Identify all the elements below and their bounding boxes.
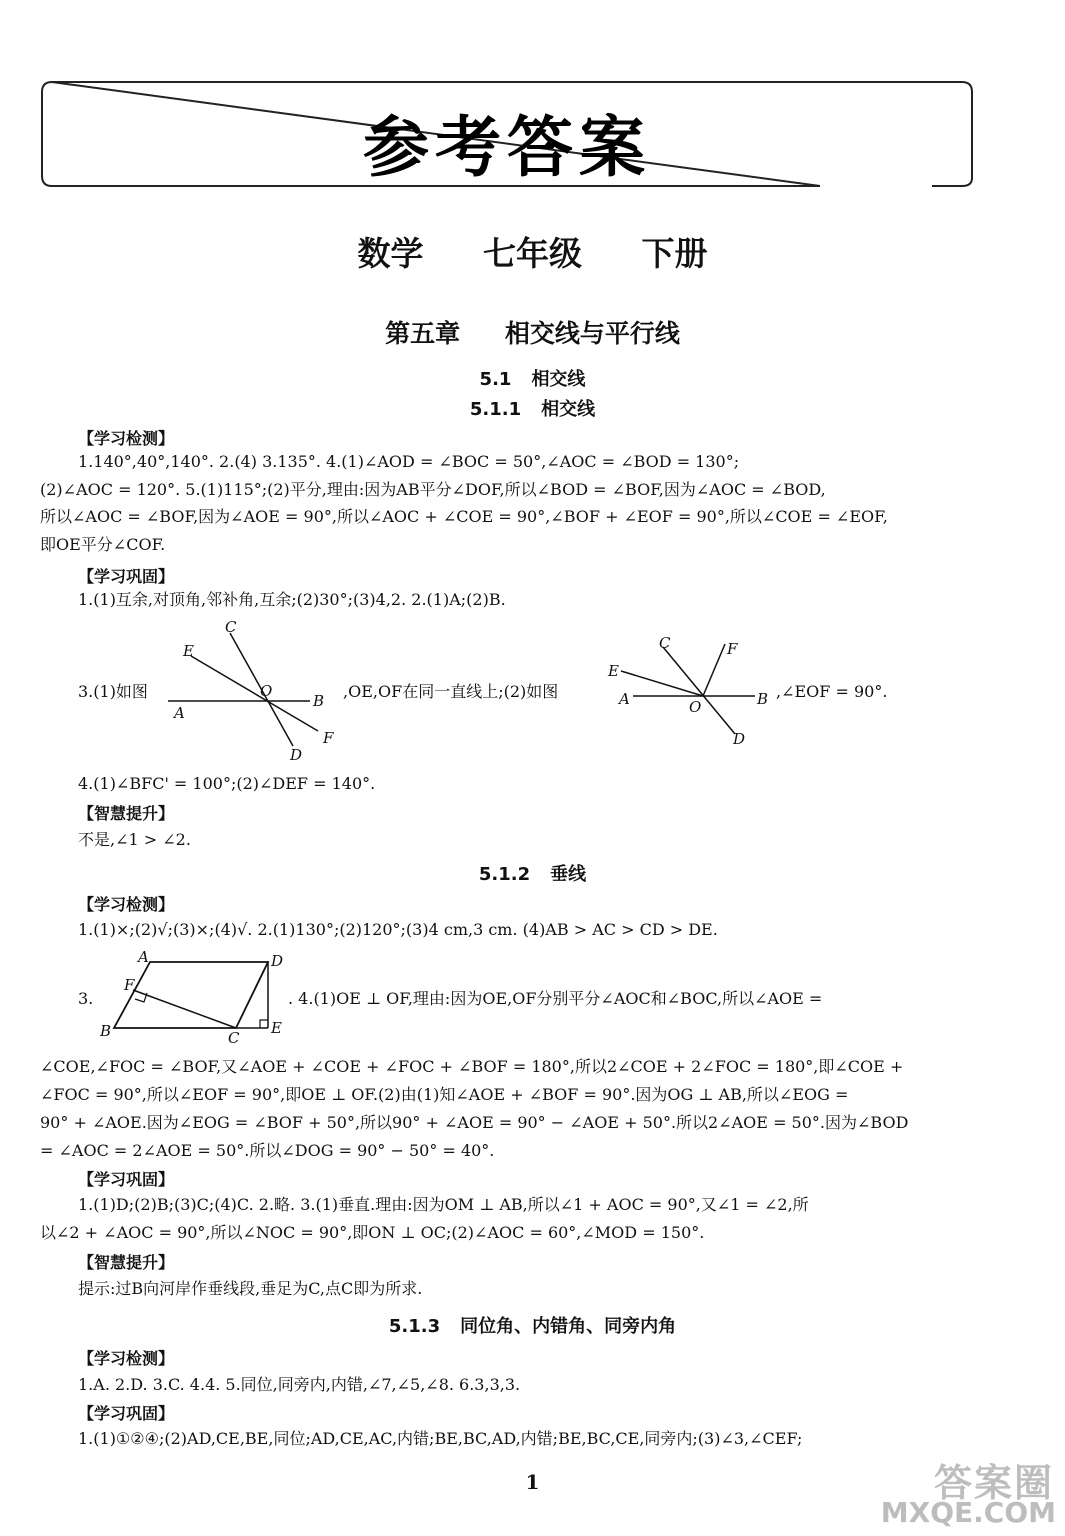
watermark-logo bbox=[880, 1452, 1062, 1532]
header-xuexi-jiance: 【学习检测】 bbox=[78, 1349, 175, 1368]
answer-line: 不是,∠1 > ∠2. bbox=[78, 830, 191, 849]
answer-line: 1.(1)①②④;(2)AD,CE,BE,同位;AD,CE,AC,内错;BE,BC,AD,内错;BE,BC,CE,同旁内;(3)∠3,∠CEF; bbox=[78, 1429, 803, 1448]
point-label-b: B bbox=[313, 692, 325, 710]
answer-line: ,OE,OF在同一直线上;(2)如图 bbox=[343, 682, 559, 701]
answer-line: (2)∠AOC = 120°. 5.(1)115°;(2)平分,理由:因为AB平分∠DOF,所以∠BOD = ∠BOF,因为∠AOC = ∠BOD, bbox=[40, 480, 826, 499]
answer-line: . 4.(1)OE ⊥ OF,理由:因为OE,OF分别平分∠AOC和∠BOC,所以∠AOE = bbox=[288, 989, 823, 1008]
header-xuexi-jiance: 【学习检测】 bbox=[78, 895, 175, 914]
header-xuexi-gonggu: 【学习巩固】 bbox=[78, 567, 175, 586]
point-label-b: B bbox=[100, 1022, 112, 1040]
answer-line: ∠COE,∠FOC = ∠BOF,又∠AOE + ∠COE + ∠FOC + ∠BOF = 180°,所以2∠COE + 2∠FOC = 180°,即∠COE + bbox=[40, 1057, 904, 1076]
answer-line: 提示:过B向河岸作垂线段,垂足为C,点C即为所求. bbox=[78, 1279, 423, 1298]
section-name: 相交线 bbox=[541, 399, 596, 420]
point-label-d: D bbox=[733, 730, 746, 748]
answer-line: 1.(1)×;(2)√;(3)×;(4)√. 2.(1)130°;(2)120°;(3)4 cm,3 cm. (4)AB > AC > CD > DE. bbox=[78, 920, 718, 939]
chapter-heading bbox=[0, 314, 1065, 350]
point-label-a: A bbox=[174, 704, 185, 722]
page-number: 1 bbox=[525, 1470, 540, 1494]
point-label-a: A bbox=[619, 690, 630, 708]
point-label-f: F bbox=[124, 976, 135, 994]
answer-line: 3. bbox=[78, 989, 94, 1008]
answer-line: 1.(1)互余,对顶角,邻补角,互余;(2)30°;(3)4,2. 2.(1)A;(2)B. bbox=[78, 590, 506, 609]
title-banner bbox=[40, 80, 974, 188]
point-label-c: C bbox=[225, 618, 237, 636]
answer-line: 90° + ∠AOE.因为∠EOG = ∠BOF + 50°,所以90° + ∠AOE = 90° − ∠AOE + 50°.所以2∠AOE = 50°.因为∠BOD bbox=[40, 1113, 909, 1132]
point-label-e: E bbox=[183, 642, 194, 660]
answer-line: ,∠EOF = 90°. bbox=[776, 682, 888, 701]
answer-line: 4.(1)∠BFC' = 100°;(2)∠DEF = 140°. bbox=[78, 774, 376, 793]
watermark-cn: 答案圈 bbox=[933, 1461, 1054, 1505]
section-name: 同位角、内错角、同旁内角 bbox=[460, 1316, 677, 1337]
point-label-o: O bbox=[689, 698, 702, 716]
header-xuexi-jiance: 【学习检测】 bbox=[78, 429, 175, 448]
section-name: 垂线 bbox=[550, 864, 587, 885]
answer-line: 1.A. 2.D. 3.C. 4.4. 5.同位,同旁内,内错,∠7,∠5,∠8. 6.3,3,3. bbox=[78, 1375, 521, 1394]
answer-line: = ∠AOC = 2∠AOE = 50°.所以∠DOG = 90° − 50° = 40°. bbox=[40, 1141, 495, 1160]
answer-line: 即OE平分∠COF. bbox=[40, 535, 166, 554]
section-5-1-1 bbox=[0, 395, 1065, 421]
header-xuexi-gonggu: 【学习巩固】 bbox=[78, 1170, 175, 1189]
figure-intersecting-lines-2 bbox=[603, 630, 783, 748]
section-5-1-3 bbox=[0, 1312, 1065, 1338]
point-label-e: E bbox=[608, 662, 619, 680]
point-label-f: F bbox=[727, 640, 738, 658]
section-number: 5.1 bbox=[479, 369, 512, 390]
answer-line: 3.(1)如图 bbox=[78, 682, 148, 701]
figure-intersecting-lines-1 bbox=[168, 618, 343, 763]
point-label-c: C bbox=[228, 1029, 240, 1044]
answer-line: ∠FOC = 90°,所以∠EOF = 90°,即OE ⊥ OF.(2)由(1)知∠AOE + ∠BOF = 90°.因为OG ⊥ AB,所以∠EOG = bbox=[40, 1085, 849, 1104]
point-label-f: F bbox=[323, 729, 334, 747]
section-name: 相交线 bbox=[531, 369, 586, 390]
header-xuexi-gonggu: 【学习巩固】 bbox=[78, 1404, 175, 1423]
answer-line: 以∠2 + ∠AOC = 90°,所以∠NOC = 90°,即ON ⊥ OC;(2)∠AOC = 60°,∠MOD = 150°. bbox=[40, 1223, 705, 1242]
section-5-1-2 bbox=[0, 860, 1065, 886]
section-number: 5.1.1 bbox=[469, 399, 522, 420]
subject-grade: 七年级 bbox=[483, 234, 582, 273]
subject-heading bbox=[0, 228, 1065, 275]
answer-line: 1.140°,40°,140°. 2.(4) 3.135°. 4.(1)∠AOD = ∠BOC = 50°,∠AOC = ∠BOD = 130°; bbox=[78, 452, 740, 471]
banner-title: 参考答案 bbox=[363, 109, 651, 186]
figure-parallelogram bbox=[98, 948, 290, 1044]
point-label-o: O bbox=[260, 682, 273, 700]
subject-volume: 下册 bbox=[641, 234, 708, 273]
point-label-c: C bbox=[659, 634, 671, 652]
section-5-1 bbox=[0, 365, 1065, 391]
point-label-e: E bbox=[271, 1019, 282, 1037]
watermark-en: MXQE.COM bbox=[880, 1496, 1056, 1529]
chapter-number: 第五章 bbox=[385, 319, 461, 348]
answer-line: 所以∠AOC = ∠BOF,因为∠AOE = 90°,所以∠AOC + ∠COE = 90°,∠BOF + ∠EOF = 90°,所以∠COE = ∠EOF, bbox=[40, 507, 888, 526]
chapter-name: 相交线与平行线 bbox=[504, 319, 680, 348]
subject-name: 数学 bbox=[357, 234, 424, 273]
point-label-b: B bbox=[757, 690, 769, 708]
header-zhihui-tisheng: 【智慧提升】 bbox=[78, 1253, 175, 1272]
point-label-a: A bbox=[138, 948, 149, 966]
header-zhihui-tisheng: 【智慧提升】 bbox=[78, 804, 175, 823]
answer-line: 1.(1)D;(2)B;(3)C;(4)C. 2.略. 3.(1)垂直.理由:因为OM ⊥ AB,所以∠1 + AOC = 90°,又∠1 = ∠2,所 bbox=[78, 1195, 809, 1214]
section-number: 5.1.2 bbox=[478, 864, 531, 885]
point-label-d: D bbox=[271, 952, 284, 970]
section-number: 5.1.3 bbox=[388, 1316, 441, 1337]
point-label-d: D bbox=[290, 746, 303, 763]
